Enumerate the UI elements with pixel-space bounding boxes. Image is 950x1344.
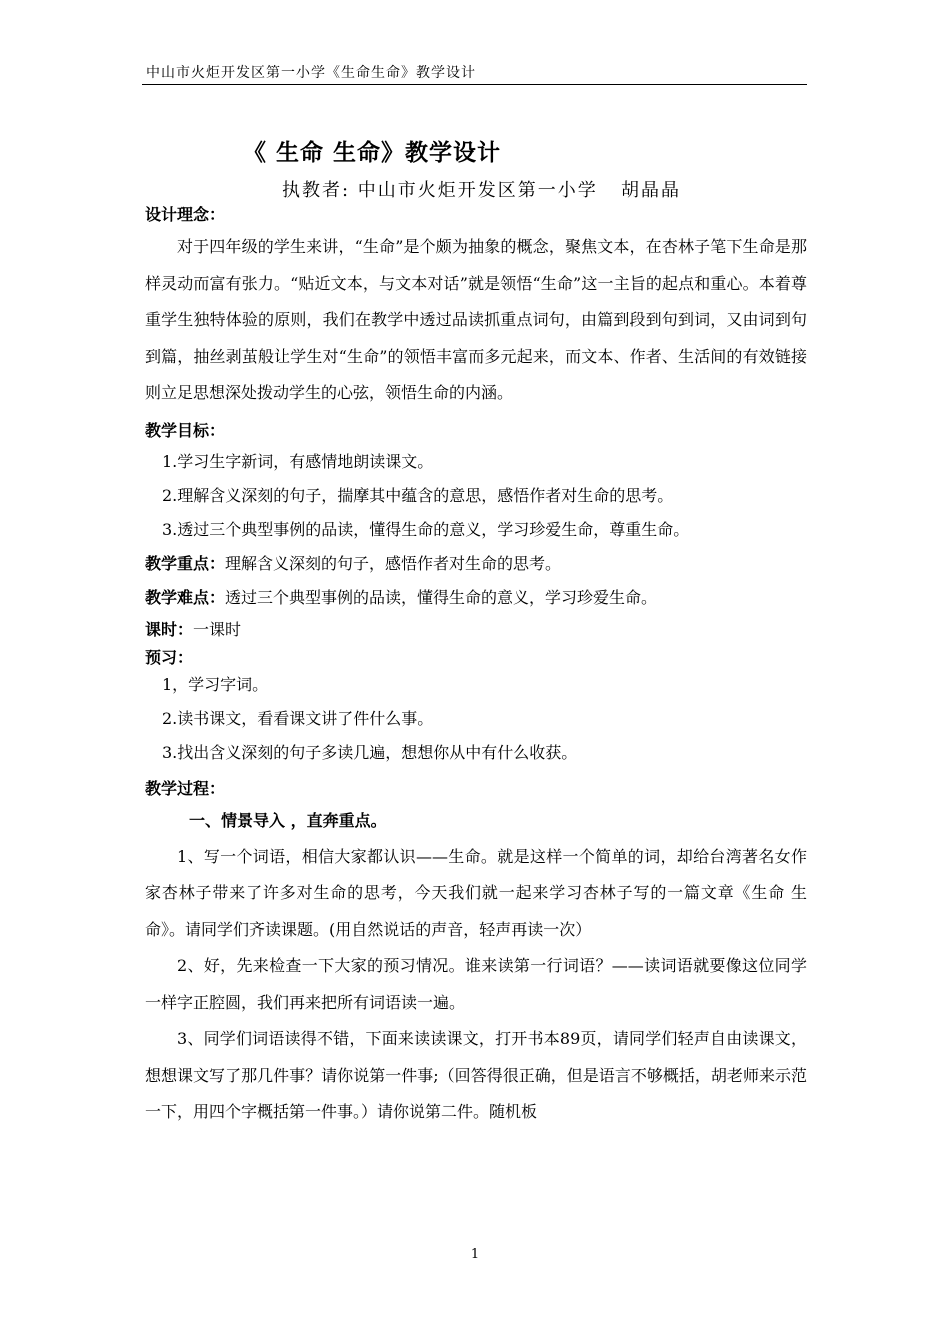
period-label: 课时： [145, 619, 194, 639]
difficulty [145, 581, 807, 615]
document-title: 《 生命 生命》教学设计 [243, 140, 502, 166]
key-point-text: 理解含义深刻的句子，感悟作者对生命的思考。 [225, 553, 562, 573]
preview-label: 预习： [145, 647, 194, 667]
period [145, 615, 807, 645]
process-label: 教学过程： [145, 778, 226, 798]
goal-item: 1.学习生字新词，有感情地朗读课文。 [162, 451, 434, 471]
process-paragraph: 2、好，先来检查一下大家的预习情况。谁来读第一行词语？——读词语就要像这位同学一样字正腔圆，我们再来把所有词语读一遍。 [145, 956, 807, 1012]
process-paragraph: 3、同学们词语读得不错，下面来读读课文，打开书本89页，请同学们轻声自由读课文，想想课文写了那几件事？请你说第一件事;（回答得很正确，但是语言不够概括，胡老师来示范一下，用四个字概括第一件事。）请你说第二件。随机板 [145, 1029, 807, 1121]
design-concept-text: 对于四年级的学生来讲，“生命”是个颇为抽象的概念，聚焦文本，在杏林子笔下生命是那样灵动而富有张力。“贴近文本，与文本对话”就是领悟“生命”这一主旨的起点和重心。本着尊重学生独特体验的原则，我们在教学中透过品读抓重点词句，由篇到段到句到词，又由词到句到篇，抽丝剥茧般让学生对“生命”的领悟丰富而多元起来，而文本、作者、生活间的有效链接则立足思想深处拨动学生的心弦，领悟生命的内涵。 [145, 237, 807, 402]
preview-item: 3.找出含义深刻的句子多读几遍，想想你从中有什么收获。 [162, 742, 578, 762]
byline: 执教者: 中山市火炬开发区第一小学 胡晶晶 [282, 180, 681, 201]
period-text: 一课时 [193, 619, 242, 639]
difficulty-text: 透过三个典型事例的品读，懂得生命的意义，学习珍爱生命。 [225, 587, 658, 607]
preview-item: 2.读书课文，看看课文讲了件什么事。 [162, 708, 434, 728]
running-header: 中山市火炬开发区第一小学《生命生命》教学设计 [146, 65, 476, 81]
goal-item: 3.透过三个典型事例的品读，懂得生命的意义，学习珍爱生命，尊重生命。 [162, 519, 690, 539]
header-rule [142, 84, 807, 85]
goal-item: 2.理解含义深刻的句子，揣摩其中蕴含的意思，感悟作者对生命的思考。 [162, 485, 674, 505]
preview-item: 1，学习字词。 [162, 674, 269, 694]
design-concept-label: 设计理念： [145, 205, 226, 224]
section-heading: 一、情景导入 ，直奔重点。 [189, 810, 387, 830]
goals-label: 教学目标： [145, 420, 226, 440]
difficulty-label: 教学难点： [145, 587, 226, 607]
document-body [145, 202, 807, 1131]
key-point [145, 547, 807, 581]
process-paragraph: 1、写一个词语，相信大家都认识——生命。就是这样一个简单的词，却给台湾著名女作家杏林子带来了许多对生命的思考，今天我们就一起来学习杏林子写的一篇文章《生命 生命》。请同学们齐读课题。(用自然说话的声音，轻声再读一次） [145, 846, 807, 939]
page-number: 1 [470, 1247, 480, 1262]
key-point-label: 教学重点： [145, 553, 226, 573]
